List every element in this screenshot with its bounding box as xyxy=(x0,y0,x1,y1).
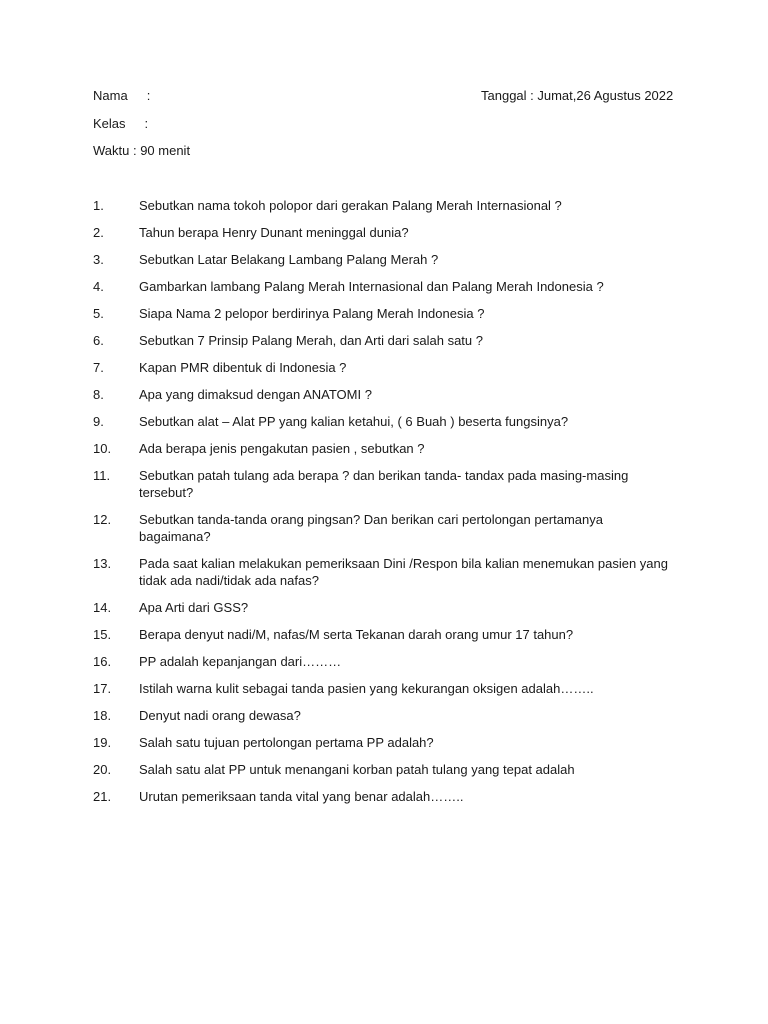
question-text: Denyut nadi orang dewasa? xyxy=(139,708,301,723)
question-text: Ada berapa jenis pengakutan pasien , sebutkan ? xyxy=(139,441,425,456)
question-number: 15. xyxy=(93,627,112,642)
question-text: Sebutkan alat – Alat PP yang kalian ketahui, ( 6 Buah ) beserta fungsinya? xyxy=(139,414,569,429)
question-number: 14. xyxy=(93,600,112,615)
nama-field xyxy=(93,88,150,103)
question-item xyxy=(93,305,673,322)
tanggal-field: Tanggal : Jumat,26 Agustus 2022 xyxy=(481,88,674,103)
question-item xyxy=(93,359,673,376)
question-text: Salah satu tujuan pertolongan pertama PP adalah? xyxy=(139,735,434,750)
question-number: 9. xyxy=(93,414,104,429)
question-number: 18. xyxy=(93,708,112,723)
question-list xyxy=(93,197,673,815)
nama-colon: : xyxy=(146,88,151,103)
question-text: Apa Arti dari GSS? xyxy=(139,600,249,615)
question-item xyxy=(93,467,673,501)
question-number: 8. xyxy=(93,387,104,402)
question-item xyxy=(93,251,673,268)
question-number: 10. xyxy=(93,441,112,456)
waktu-field: Waktu : 90 menit xyxy=(93,143,191,158)
question-number: 11. xyxy=(93,468,111,483)
question-item xyxy=(93,599,673,616)
question-text: Salah satu alat PP untuk menangani korban patah tulang yang tepat adalah xyxy=(139,762,575,777)
question-item xyxy=(93,332,673,349)
question-number: 1. xyxy=(93,198,104,213)
question-number: 16. xyxy=(93,654,112,669)
kelas-field xyxy=(93,116,148,131)
question-text: Sebutkan Latar Belakang Lambang Palang Merah ? xyxy=(139,252,439,267)
question-item xyxy=(93,626,673,643)
question-item xyxy=(93,734,673,751)
question-item xyxy=(93,413,673,430)
question-text: Tahun berapa Henry Dunant meninggal dunia? xyxy=(139,225,409,240)
question-item xyxy=(93,653,673,670)
question-text: Kapan PMR dibentuk di Indonesia ? xyxy=(139,360,347,375)
question-item xyxy=(93,511,673,545)
question-item xyxy=(93,386,673,403)
question-number: 6. xyxy=(93,333,104,348)
kelas-colon: : xyxy=(144,116,149,131)
question-number: 19. xyxy=(93,735,112,750)
question-text: Gambarkan lambang Palang Merah Internasional dan Palang Merah Indonesia ? xyxy=(139,279,604,294)
question-number: 2. xyxy=(93,225,104,240)
question-item xyxy=(93,680,673,697)
question-number: 5. xyxy=(93,306,104,321)
question-number: 13. xyxy=(93,556,112,571)
question-item xyxy=(93,707,673,724)
question-text: PP adalah kepanjangan dari……… xyxy=(139,654,342,669)
question-number: 20. xyxy=(93,762,112,777)
question-text: Berapa denyut nadi/M, nafas/M serta Tekanan darah orang umur 17 tahun? xyxy=(139,627,574,642)
question-number: 3. xyxy=(93,252,104,267)
question-item xyxy=(93,278,673,295)
question-text: Sebutkan tanda-tanda orang pingsan? Dan berikan cari pertolongan pertamanya bagaimana? xyxy=(139,512,603,544)
question-item xyxy=(93,197,673,214)
question-item xyxy=(93,440,673,457)
question-text: Pada saat kalian melakukan pemeriksaan Dini /Respon bila kalian menemukan pasien yang tidak ada nadi/tidak ada nafas? xyxy=(139,556,668,588)
nama-label: Nama xyxy=(93,88,128,103)
question-text: Sebutkan 7 Prinsip Palang Merah, dan Arti dari salah satu ? xyxy=(139,333,483,348)
question-text: Sebutkan nama tokoh polopor dari gerakan Palang Merah Internasional ? xyxy=(139,198,562,213)
kelas-label: Kelas xyxy=(93,116,126,131)
question-number: 4. xyxy=(93,279,104,294)
question-item xyxy=(93,761,673,778)
question-item xyxy=(93,788,673,805)
question-text: Apa yang dimaksud dengan ANATOMI ? xyxy=(139,387,372,402)
question-number: 17. xyxy=(93,681,112,696)
question-text: Sebutkan patah tulang ada berapa ? dan berikan tanda- tandax pada masing-masing tersebut? xyxy=(139,468,629,500)
question-text: Istilah warna kulit sebagai tanda pasien yang kekurangan oksigen adalah…….. xyxy=(139,681,594,696)
question-number: 12. xyxy=(93,512,112,527)
question-text: Siapa Nama 2 pelopor berdirinya Palang Merah Indonesia ? xyxy=(139,306,485,321)
question-item xyxy=(93,555,673,589)
question-number: 21. xyxy=(93,789,112,804)
question-text: Urutan pemeriksaan tanda vital yang benar adalah…….. xyxy=(139,789,464,804)
question-item xyxy=(93,224,673,241)
question-number: 7. xyxy=(93,360,104,375)
